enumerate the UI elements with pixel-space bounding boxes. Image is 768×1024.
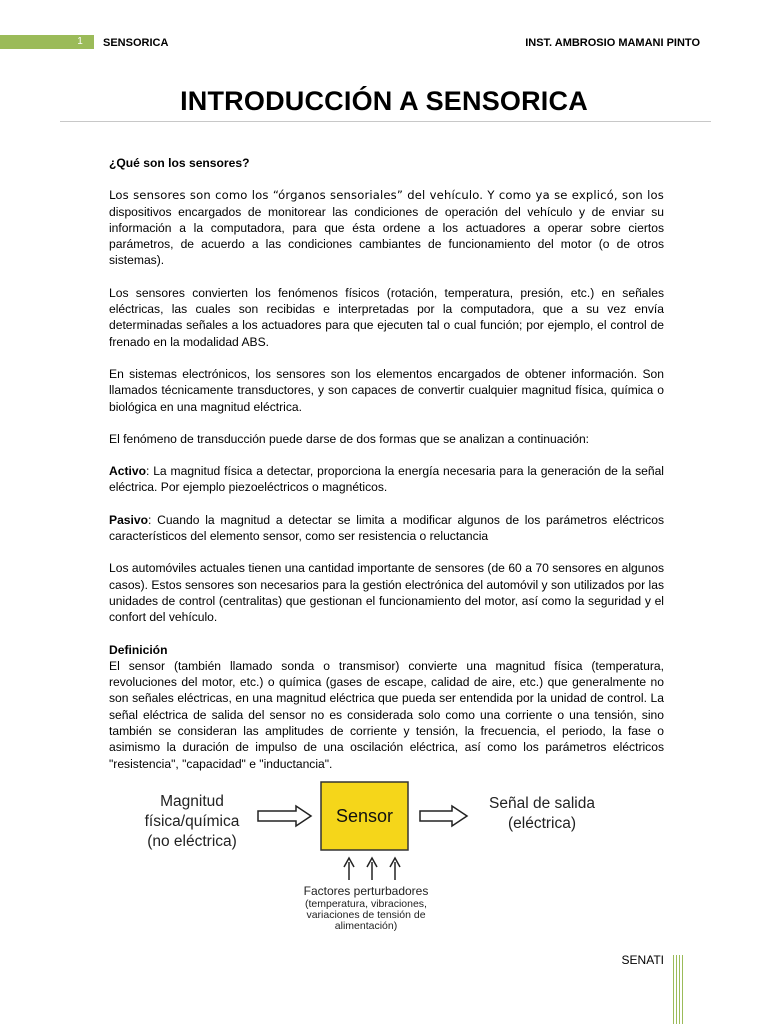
paragraph-3: En sistemas electrónicos, los sensores son los elementos encargados de obtener información. Son llamados técnicamente transductores, y son capaces de convertir cualquier magnitud física, química o biológica en una magnitud eléctrica. — [109, 366, 664, 414]
factors-line2: variaciones de tensión de — [306, 909, 426, 921]
sensor-box-label: Sensor — [335, 806, 394, 826]
output-arrow — [420, 806, 467, 826]
header-institution: INST. AMBROSIO MAMANI PINTO — [525, 37, 700, 49]
input-arrow — [258, 806, 311, 826]
footer-rule-4 — [682, 955, 683, 1024]
sensor-diagram — [130, 778, 630, 948]
paragraph-5: Los automóviles actuales tienen una cantidad importante de sensores (de 60 a 70 sensores en algunos casos). Estos sensores son necesarios para la gestión electrónica del automóvil y son utilizados por las unidades de control (centralitas) que gestionan el funcionamiento del motor, así como la seguridad y el confort del vehículo. — [109, 561, 664, 625]
paragraph-2: Los sensores convierten los fenómenos físicos (rotación, temperatura, presión, etc.) en señales eléctricas, las cuales son recibidas e interpretadas por la computadora, que a su vez envía determinadas señales a los actuadores para que ejecuten tal o cual función; por ejemplo, el control de frenado en la modalidad ABS. — [109, 285, 664, 349]
section-question: ¿Qué son los sensores? — [109, 156, 250, 170]
page-title: INTRODUCCIÓN A SENSORICA — [180, 86, 588, 116]
pasivo-text: : Cuando la magnitud a detectar se limita a modificar algunos de los parámetros eléctricos característicos del elemento sensor, como ser resistencia o reluctancia — [109, 512, 664, 544]
input-label-line3: (no eléctrica) — [147, 833, 237, 850]
paragraph-1-first-line: Los sensores son como los “órganos sensoriales” del vehículo. Y como ya se explicó, son los — [109, 188, 664, 203]
footer-rule-2 — [676, 955, 677, 1024]
definicion-text: El sensor (también llamado sonda o transmisor) convierte una magnitud física (temperatura, revoluciones del motor, etc.) o química (gases de escape, calidad de aire, etc.) que generalmente no son señales eléctricas, en una magnitud eléctrica que pueda ser entendida por la unidad de control. La señal eléctrica de salida del sensor no es considerada solo como una corriente o una tensión, sino también se consideran las amplitudes de corriente y tensión, la frecuencia, el periodo, la fase o asimismo la duración de impulso de una oscilación eléctrica, así como los parámetros eléctricos "resistencia", "capacidad" e "inductancia". — [109, 658, 664, 771]
factors-line1: (temperatura, vibraciones, — [305, 898, 427, 910]
footer-text: SENATI — [621, 953, 664, 967]
activo-label: Activo — [109, 464, 146, 479]
paragraph-1-rest: dispositivos encargados de monitorear las condiciones de operación del vehículo y de enviar su información a la computadora, para que ésta ordene a los actuadores a operar sobre ciertos parámetros, de acuerdo a las condiciones cambiantes de funcionamiento del motor (o de otros sistemas). — [109, 204, 664, 268]
output-label-line2: (eléctrica) — [507, 815, 577, 832]
document-body — [109, 155, 664, 772]
paragraph-activo — [109, 463, 664, 496]
pasivo-label: Pasivo — [109, 512, 148, 527]
input-label-line2: física/química — [144, 813, 240, 830]
disturbance-arrows — [344, 858, 400, 880]
output-label-line1: Señal de salida — [489, 795, 595, 812]
factors-line3: alimentación) — [334, 920, 398, 932]
definicion-heading: Definición — [109, 642, 168, 657]
input-label-line1: Magnitud — [160, 793, 224, 810]
paragraph-pasivo — [109, 512, 664, 545]
footer-rule-1 — [673, 955, 674, 1024]
header-course-title: SENSORICA — [103, 37, 169, 49]
paragraph-4: El fenómeno de transducción puede darse de dos formas que se analizan a continuación: — [109, 431, 590, 446]
activo-text: : La magnitud física a detectar, proporciona la energía necesaria para la generación de la señal eléctrica. Por ejemplo piezoeléctricos o magnéticos. — [109, 464, 664, 495]
title-divider — [60, 121, 711, 122]
page-number: 1 — [77, 36, 83, 47]
footer-rule-3 — [679, 955, 680, 1024]
paragraph-1 — [109, 187, 664, 268]
factors-title: Factores perturbadores — [303, 884, 429, 898]
